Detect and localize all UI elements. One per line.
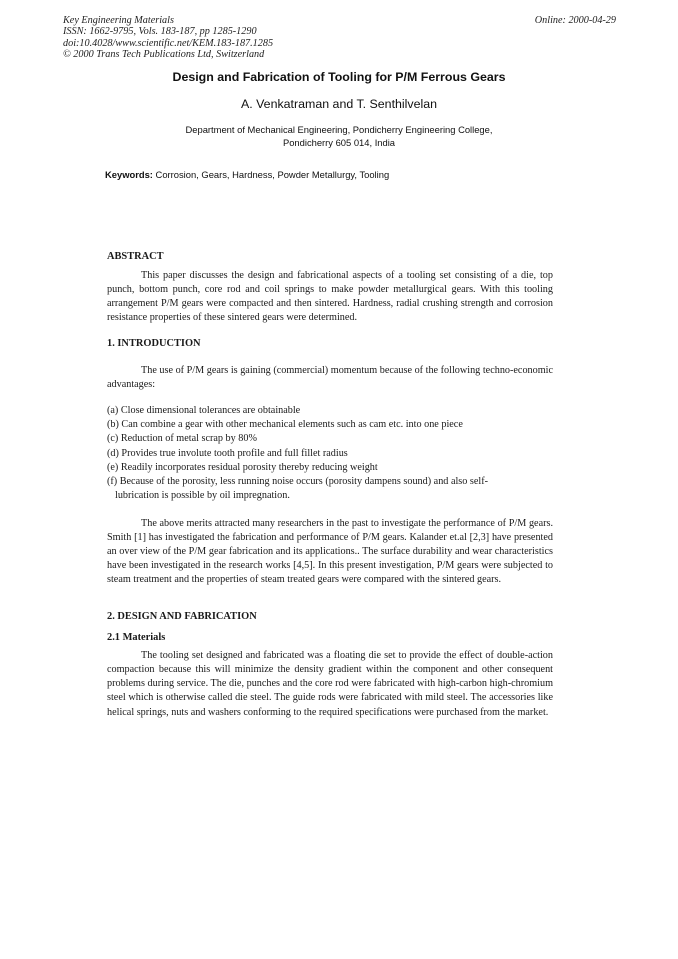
- paper-title: Design and Fabrication of Tooling for P/M Ferrous Gears: [172, 70, 506, 84]
- journal-doi: doi:10.4028/www.scientific.net/KEM.183-187.1285: [63, 37, 274, 49]
- materials-para: The tooling set designed and fabricated was a floating die set to provide the effect of double-action compaction because this will minimize the density gradient within the component and other consequent problems during service. The die, punches and the core rod were fabricated with high-carbon high-chromium steel which is otherwise called die steel. The guide rods were fabricated with mild steel. The accessories like helical springs, nuts and washers conforming to the required specifications were purchased from the market.: [107, 650, 553, 718]
- materials-heading: 2.1 Materials: [107, 632, 166, 644]
- introduction-heading: 1. INTRODUCTION: [107, 338, 201, 349]
- affiliation: [0, 123, 678, 149]
- abstract-section: [107, 250, 553, 325]
- introduction-section: [107, 337, 553, 587]
- journal-name: Key Engineering Materials: [63, 15, 174, 26]
- list-item: (f) Because of the porosity, less running noise occurs (porosity dampens sound) and also self-lubrication is possible by oil impregnation.: [107, 475, 489, 501]
- design-heading: 2. DESIGN AND FABRICATION: [107, 611, 257, 622]
- journal-issn: ISSN: 1662-9795, Vols. 183-187, pp 1285-1290: [63, 26, 257, 38]
- abstract-text: This paper discusses the design and fabricational aspects of a tooling set consisting of a die, top punch, bottom punch, core rod and coil springs to make powder metallurgical gears. With this tooling arrangement P/M gears were compacted and then sintered. Hardness, radial crushing strength and corrosion resistance properties of these sintered gears were determined.: [107, 270, 553, 324]
- list-item: (b) Can combine a gear with other mechanical elements such as cam etc. into one piece: [107, 419, 463, 431]
- keywords-text: Corrosion, Gears, Hardness, Powder Metallurgy, Tooling: [155, 169, 390, 180]
- list-item: (a) Close dimensional tolerances are obtainable: [107, 405, 301, 417]
- list-item: (d) Provides true involute tooth profile and full fillet radius: [107, 447, 348, 459]
- affiliation-line-2: Pondicherry 605 014, India: [282, 137, 396, 148]
- keywords-label: Keywords:: [105, 169, 153, 180]
- paper-authors: A. Venkatraman and T. Senthilvelan: [240, 97, 438, 111]
- journal-info: [63, 15, 393, 60]
- affiliation-line-1: Department of Mechanical Engineering, Pondicherry Engineering College,: [185, 124, 493, 135]
- abstract-heading: ABSTRACT: [107, 251, 164, 262]
- design-section: [107, 610, 553, 720]
- keywords: [105, 169, 389, 180]
- journal-copyright: © 2000 Trans Tech Publications Ltd, Switzerland: [63, 48, 265, 60]
- list-item: (c) Reduction of metal scrap by 80%: [107, 433, 257, 445]
- introduction-para-2: The above merits attracted many researchers in the past to investigate the performance of P/M gears. Smith [1] has investigated the fabrication and performance of P/M gears. Kalander et.al [2,3] have presented an over view of the P/M gear fabrication and its applications.. The surface durability and wear characteristics have been investigated in the research works [4,5]. In this present investigation, P/M gears were subjected to steam treatment and the properties of steam treated gears were compared with the sintered gears.: [107, 517, 553, 586]
- list-item: (e) Readily incorporates residual porosity thereby reducing weight: [107, 461, 378, 473]
- online-date: Online: 2000-04-29: [534, 15, 616, 26]
- introduction-para-1: The use of P/M gears is gaining (commercial) momentum because of the following techno-economic advantages:: [107, 365, 553, 391]
- advantages-list: [107, 404, 553, 503]
